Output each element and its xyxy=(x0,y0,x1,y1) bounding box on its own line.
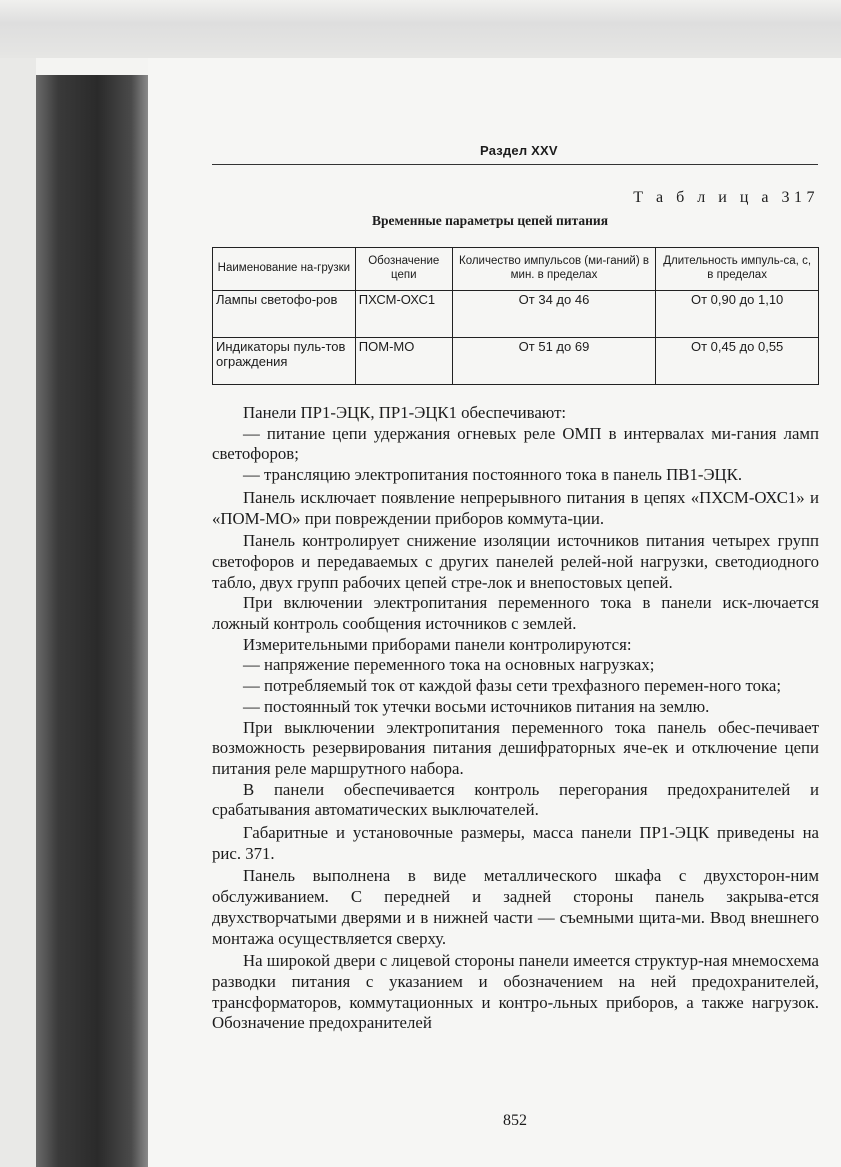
column-header: Наименование на-грузки xyxy=(213,248,356,291)
header-rule xyxy=(212,164,818,165)
paragraph: — трансляцию электропитания постоянного тока в панель ПВ1-ЭЦК. xyxy=(243,465,743,485)
paragraph: Панель выполнена в виде металлического шкафа с двухсторон-ним обслуживанием. С передней и задней стороны панель закрыва-ется двухстворчатыми дверями и в нижней части — съемными щита-ми. Ввод внешнего монтажа осуществляется сверху. xyxy=(212,866,819,948)
table-cell: От 0,45 до 0,55 xyxy=(656,338,819,385)
paragraph: Измерительными приборами панели контролируются: xyxy=(243,634,632,654)
table-row xyxy=(213,291,819,338)
paragraph: На широкой двери с лицевой стороны панели имеется структур-ная мнемосхема разводки питания с указанием и обозначением на ней предохранителей, трансформаторов, коммутационных и контро-льных приборов, а также нагрузок. Обозначение предохранителей xyxy=(212,951,819,1033)
table-row xyxy=(213,338,819,385)
table-cell: ПОМ-МО xyxy=(355,338,452,385)
paragraph: Панель контролирует снижение изоляции источников питания четырех групп светофоров и передаваемых с других панелей релей-ной нагрузки, светодиодного табло, двух групп рабочих цепей стре-лок и внепостовых цепей. xyxy=(212,531,819,592)
scan-left-edge xyxy=(0,58,36,1167)
page-number: 852 xyxy=(503,1112,527,1129)
paragraph: — потребляемый ток от каждой фазы сети трехфазного перемен-ного тока; xyxy=(243,676,781,696)
scan-top-margin xyxy=(0,0,841,58)
table-cell: От 0,90 до 1,10 xyxy=(656,291,819,338)
table-header-row xyxy=(213,248,819,291)
paragraph: При включении электропитания переменного тока в панели иск-лючается ложный контроль сообщения источников с землей. xyxy=(212,593,819,634)
table-title: Временные параметры цепей питания xyxy=(372,213,609,228)
paragraph: — питание цепи удержания огневых реле ОМП в интервалах ми-гания ламп светофоров; xyxy=(212,423,819,464)
paragraph: При выключении электропитания переменного тока панель обес-печивает возможность резервирования питания дешифраторных яче-ек и отключение цепи питания реле маршрутного набора. xyxy=(212,717,819,778)
paragraph: В панели обеспечивается контроль перегорания предохранителей и срабатывания автоматических выключателей. xyxy=(212,779,819,820)
table-cell: От 51 до 69 xyxy=(452,338,656,385)
table-cell: Лампы светофо-ров xyxy=(213,291,356,338)
table-number: Т а б л и ц а 317 xyxy=(633,189,819,206)
table-cell: От 34 до 46 xyxy=(452,291,656,338)
paragraph: — постоянный ток утечки восьми источников питания на землю. xyxy=(243,696,710,716)
body-text xyxy=(212,403,819,1034)
table-cell: ПХСМ-ОХС1 xyxy=(355,291,452,338)
parameters-table xyxy=(212,247,819,385)
paragraph: Панели ПР1-ЭЦК, ПР1-ЭЦК1 обеспечивают: xyxy=(243,403,567,422)
column-header: Длительность импуль-са, с, в пределах xyxy=(656,248,819,291)
paragraph: Панель исключает появление непрерывного питания в цепях «ПХСМ-ОХС1» и «ПОМ-МО» при повреждении приборов коммута-ции. xyxy=(212,487,819,528)
column-header: Количество импульсов (ми-ганий) в мин. в пределах xyxy=(452,248,656,291)
paragraph: — напряжение переменного тока на основных нагрузках; xyxy=(243,655,655,675)
book-spine-shadow xyxy=(36,75,148,1167)
column-header: Обозначение цепи xyxy=(355,248,452,291)
paragraph: Габаритные и установочные размеры, масса панели ПР1-ЭЦК приведены на рис. 371. xyxy=(212,823,819,863)
table-cell: Индикаторы пуль-тов ограждения xyxy=(213,338,356,385)
section-header: Раздел XXV xyxy=(480,143,558,158)
